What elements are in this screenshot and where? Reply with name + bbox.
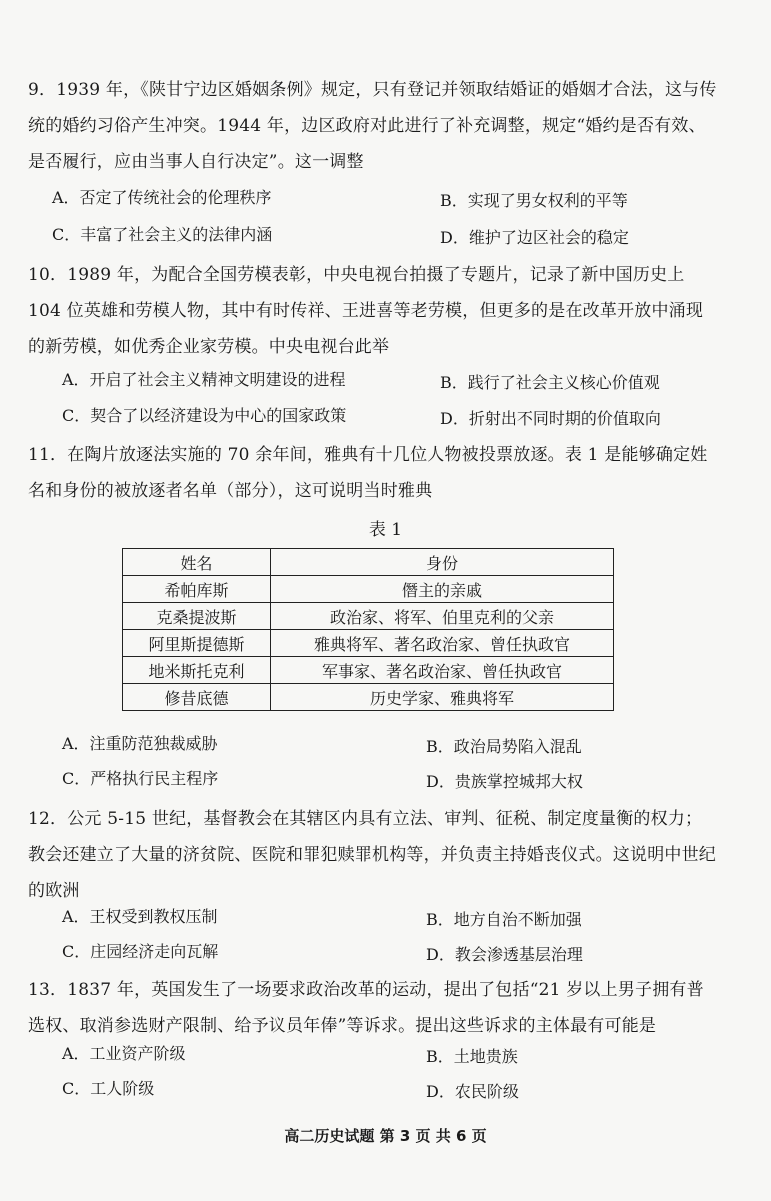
option-a: A．开启了社会主义精神文明建设的进程 [62, 370, 346, 389]
question-stem: 12．公元 5-15 世纪，基督教会在其辖区内具有立法、审判、征税、制定度量衡的权力；教会还建立了大量的济贫院、医院和罪犯赎罪机构等，并负责主持婚丧仪式。这说明中世纪的欧洲 [28, 809, 716, 901]
table-cell-name: 克桑提波斯 [123, 603, 271, 630]
table-row [123, 576, 614, 603]
page-footer: 高二历史试题 第 3 页 共 6 页 [284, 1127, 487, 1145]
table-1 [122, 548, 614, 711]
option-c: C．严格执行民主程序 [62, 769, 219, 788]
table-row [123, 657, 614, 684]
option-b: B．政治局势陷入混乱 [426, 737, 582, 756]
question-11 [28, 437, 718, 509]
table-cell-name: 阿里斯提德斯 [123, 630, 271, 657]
table-cell-identity: 军事家、著名政治家、曾任执政官 [271, 657, 614, 684]
question-stem: 10．1989 年，为配合全国劳模表彰，中央电视台拍摄了专题片，记录了新中国历史上 104 位英雄和劳模人物，其中有时传祥、王进喜等老劳模，但更多的是在改革开放中涌现的新劳模，如优秀企业家劳模。中央电视台此举 [28, 265, 704, 357]
table-row [123, 603, 614, 630]
table-cell-identity: 雅典将军、著名政治家、曾任执政官 [271, 630, 614, 657]
table-cell-name: 修昔底德 [123, 684, 271, 711]
option-c: C．丰富了社会主义的法律内涵 [52, 225, 273, 244]
option-d: D．贵族掌控城邦大权 [426, 772, 583, 791]
question-stem: 13．1837 年，英国发生了一场要求政治改革的运动，提出了包括“21 岁以上男子拥有普选权、取消参选财产限制、给予议员年俸”等诉求。提出这些诉求的主体最有可能是 [28, 980, 704, 1036]
option-d: D．维护了边区社会的稳定 [440, 228, 629, 247]
table-row [123, 684, 614, 711]
option-c: C．工人阶级 [62, 1079, 155, 1098]
question-10 [28, 257, 718, 365]
column-header: 姓名 [123, 549, 271, 576]
table-cell-identity: 历史学家、雅典将军 [271, 684, 614, 711]
option-a: A．否定了传统社会的伦理秩序 [52, 188, 272, 207]
option-a: A．注重防范独裁威胁 [62, 734, 218, 753]
option-d: D．折射出不同时期的价值取向 [440, 409, 661, 428]
option-b: B．实现了男女权利的平等 [440, 191, 628, 210]
table-cell-name: 希帕库斯 [123, 576, 271, 603]
column-header: 身份 [271, 549, 614, 576]
question-9 [28, 72, 718, 180]
table-caption: 表 1 [368, 520, 403, 540]
question-12 [28, 801, 718, 909]
table-cell-name: 地米斯托克利 [123, 657, 271, 684]
question-stem: 9．1939 年，《陕甘宁边区婚姻条例》规定，只有登记并领取结婚证的婚姻才合法，这与传统的婚约习俗产生冲突。1944 年，边区政府对此进行了补充调整，规定“婚约是否有效、是否履行，应由当事人自行决定”。这一调整 [28, 80, 717, 172]
option-b: B．土地贵族 [426, 1047, 518, 1066]
option-a: A．王权受到教权压制 [62, 907, 218, 926]
option-b: B．地方自治不断加强 [426, 910, 582, 929]
table-cell-identity: 僭主的亲戚 [271, 576, 614, 603]
option-a: A．工业资产阶级 [62, 1044, 186, 1063]
table-cell-identity: 政治家、将军、伯里克利的父亲 [271, 603, 614, 630]
option-c: C．庄园经济走向瓦解 [62, 942, 219, 961]
option-c: C．契合了以经济建设为中心的国家政策 [62, 406, 347, 425]
table-row [123, 630, 614, 657]
question-13 [28, 972, 718, 1044]
table-header-row [123, 549, 614, 576]
option-d: D．农民阶级 [426, 1082, 519, 1101]
option-b: B．践行了社会主义核心价值观 [440, 373, 660, 392]
option-d: D．教会渗透基层治理 [426, 945, 583, 964]
question-stem: 11．在陶片放逐法实施的 70 余年间，雅典有十几位人物被投票放逐。表 1 是能够确定姓名和身份的被放逐者名单（部分），这可说明当时雅典 [28, 445, 708, 501]
